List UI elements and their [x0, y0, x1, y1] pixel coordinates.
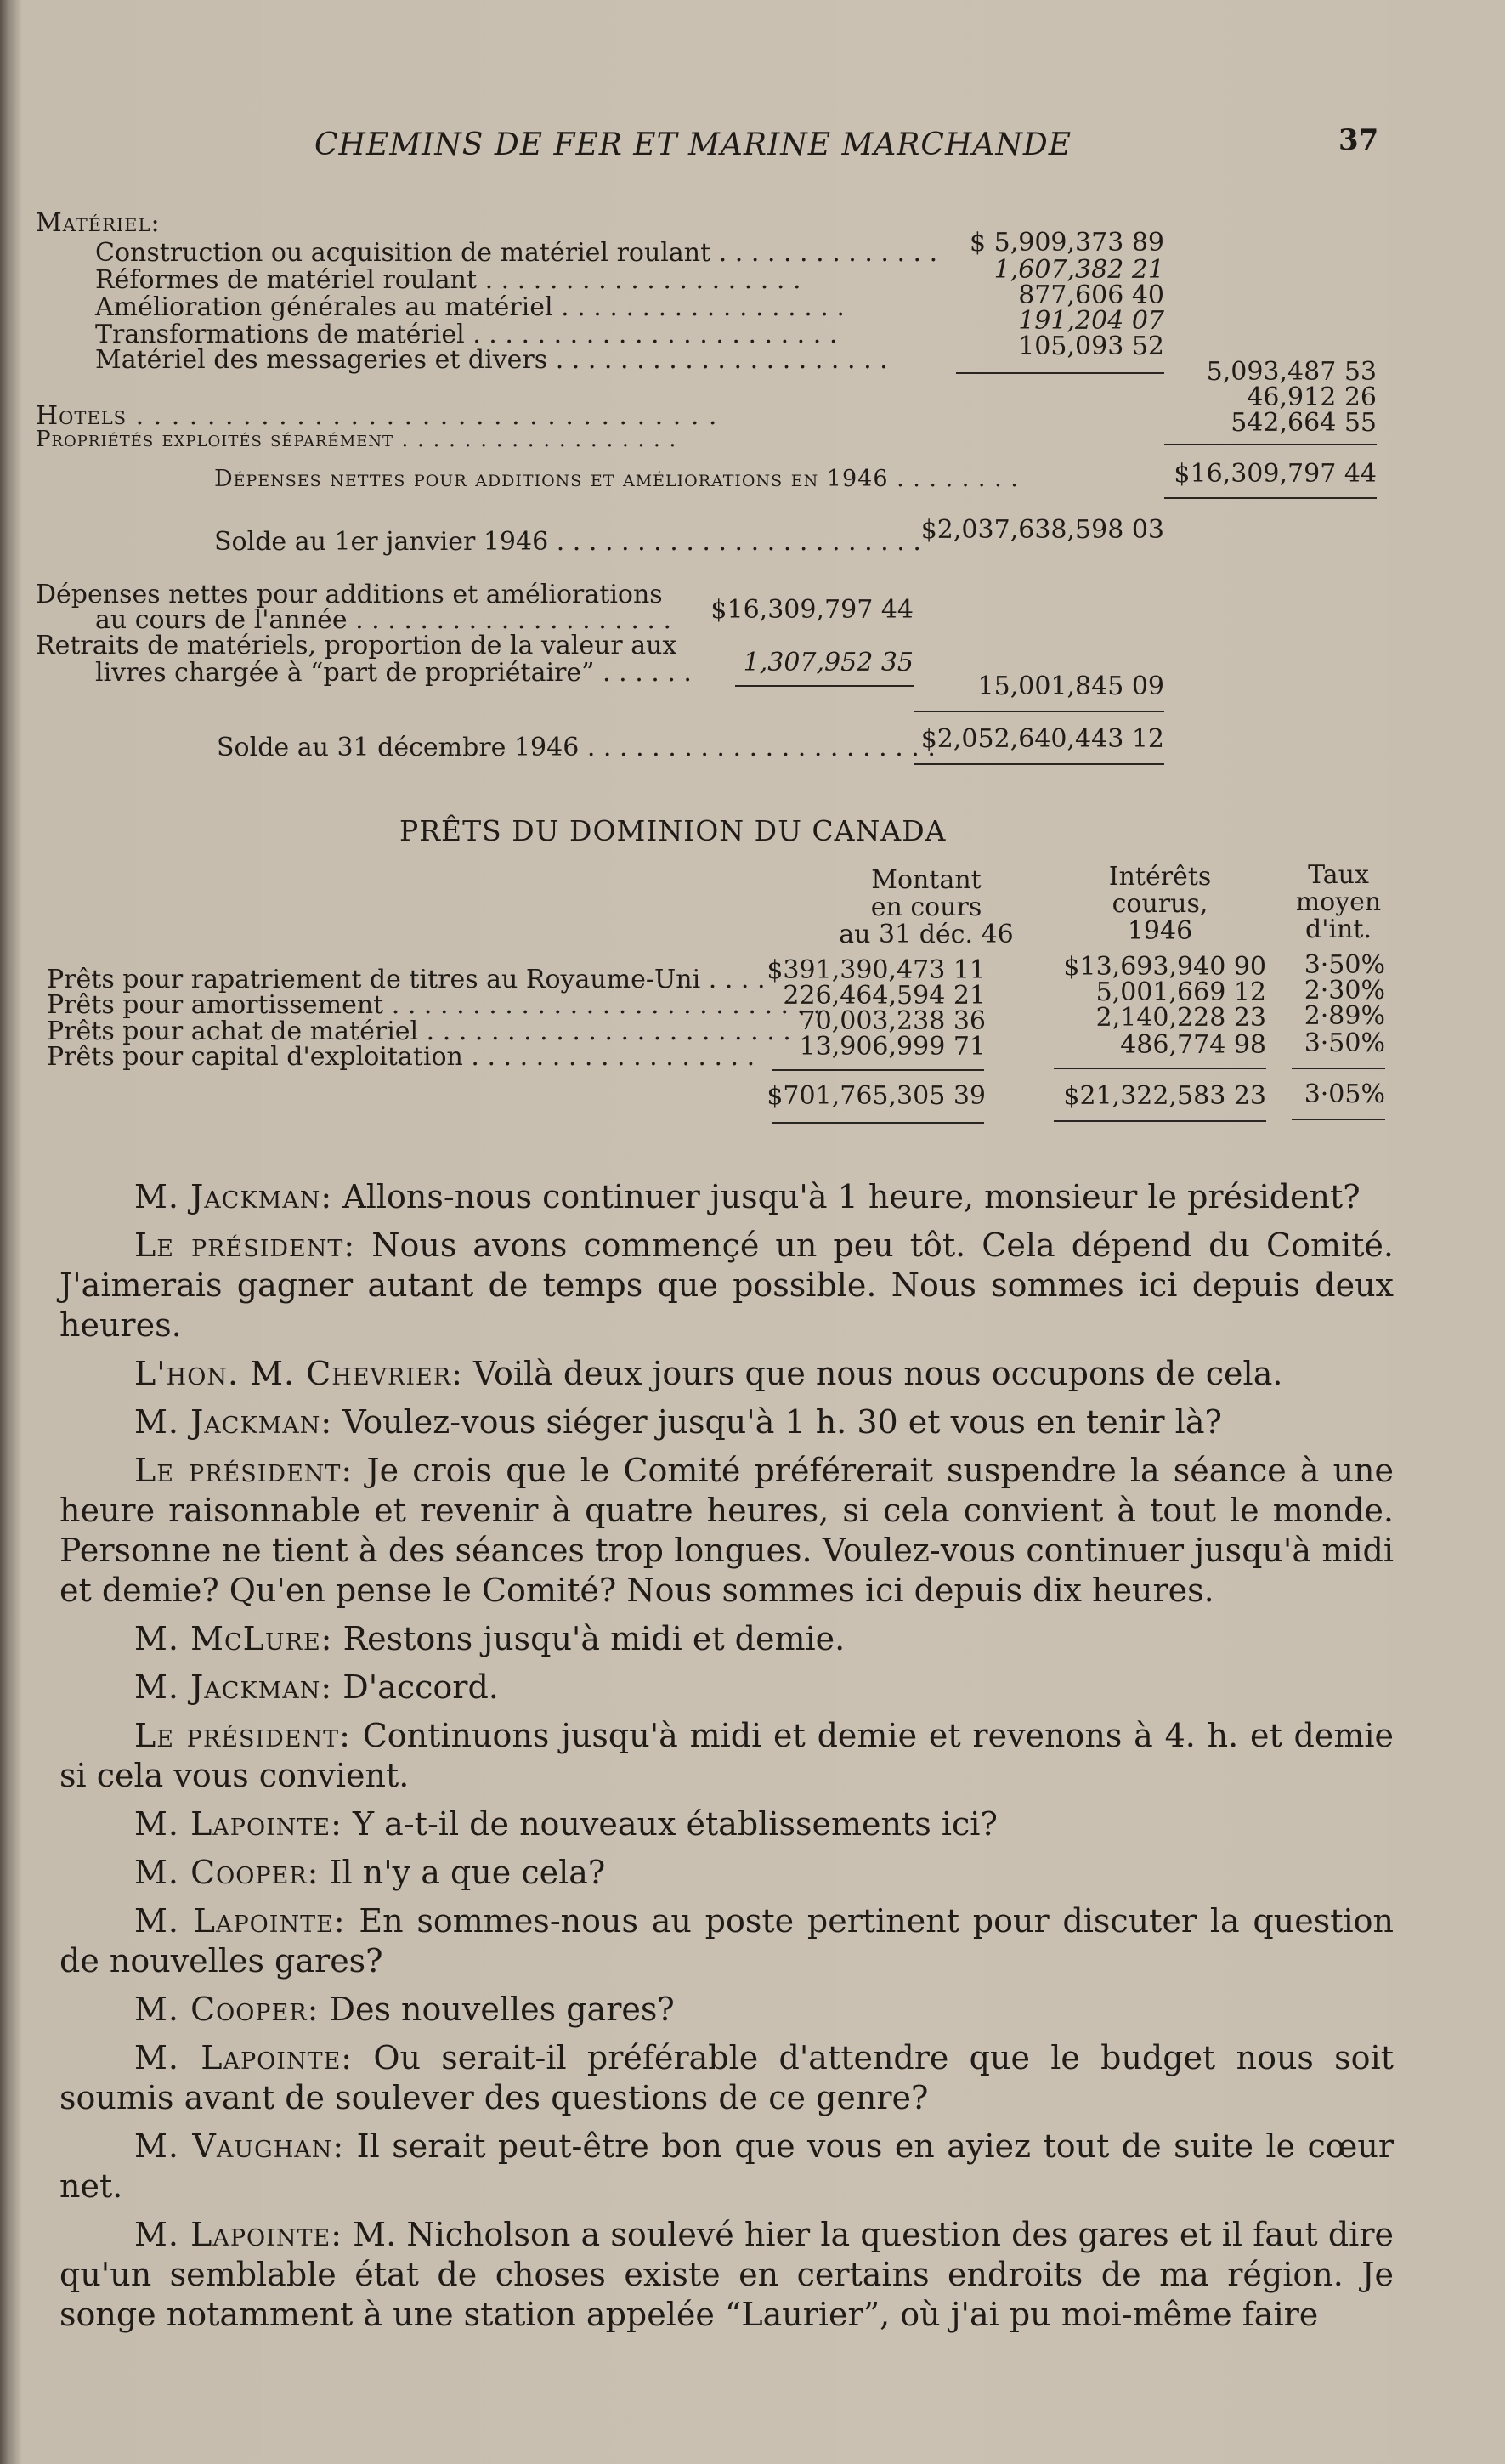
total-interets: $21,322,583 23	[1063, 1081, 1266, 1111]
header-line: Intérêts	[1108, 862, 1212, 892]
speaker: M. Lapointe:	[134, 1805, 342, 1843]
row-value: $ 5,909,373 89	[969, 228, 1164, 258]
row-label: Prêts pour capital d'exploitation	[47, 1042, 463, 1072]
speaker: M. Jackman:	[134, 1668, 333, 1706]
prets-title: PRÊTS DU DOMINION DU CANADA	[399, 814, 947, 847]
rule	[1164, 444, 1377, 445]
rule	[914, 763, 1164, 765]
speaker: M. Cooper:	[134, 1991, 320, 2028]
row-value: 191,204 07	[1018, 306, 1164, 336]
dialogue-paragraph	[59, 1226, 1394, 1345]
total-taux: 3·05%	[1304, 1079, 1385, 1109]
hotels-text: Hotels	[36, 401, 127, 431]
speech: Des nouvelles gares?	[329, 1991, 675, 2028]
dialogue-paragraph	[59, 2215, 1394, 2335]
rule	[1292, 1119, 1385, 1120]
depenses-annee-value: $16,309,797 44	[710, 595, 914, 625]
speech: Allons-nous continuer jusqu'à 1 heure, monsieur le président?	[342, 1178, 1361, 1215]
row-interets: 486,774 98	[1120, 1030, 1266, 1060]
row-interets: 2,140,228 23	[1095, 1003, 1266, 1033]
speech: En sommes-nous au poste pertinent pour discuter la question de nouvelles gares?	[59, 1902, 1394, 1980]
speech: D'accord.	[342, 1668, 499, 1706]
speaker: Le président:	[134, 1717, 351, 1754]
row-taux: 3·50%	[1304, 950, 1385, 980]
net-value: 15,001,845 09	[977, 671, 1164, 701]
rule	[1054, 1068, 1266, 1069]
speaker: M. McLure:	[134, 1620, 333, 1657]
retraits-label2: livres chargée à “part de propriétaire” . . . . . .	[95, 658, 692, 688]
row-taux: 2·30%	[1304, 976, 1385, 1005]
col-header-montant	[816, 867, 1037, 949]
row-interets: $13,693,940 90	[1063, 952, 1266, 982]
row-montant: 13,906,999 71	[799, 1032, 986, 1062]
depenses-nettes-label: Dépenses nettes pour additions et améliorations en 1946 . . . . . . . .	[214, 466, 1019, 492]
speaker: Le président:	[134, 1226, 356, 1264]
retraits-text: livres chargée à “part de propriétaire”	[95, 658, 595, 688]
speaker: M. Lapointe:	[134, 1902, 346, 1940]
solde-decembre-text: Solde au 31 décembre 1946	[217, 733, 580, 762]
row-montant: 70,003,238 36	[799, 1006, 986, 1036]
depenses-nettes-value: $16,309,797 44	[1174, 459, 1377, 489]
speech: Il serait peut-être bon que vous en ayiez tout de suite le cœur net.	[59, 2127, 1394, 2205]
solde-decembre-label: Solde au 31 décembre 1946 . . . . . . . . . . . . . . . . . . . . . .	[217, 733, 936, 762]
solde-janvier-label: Solde au 1er janvier 1946 . . . . . . . . . . . . . . . . . . . . . . .	[214, 527, 921, 557]
speaker: M. Lapointe:	[134, 2039, 354, 2076]
proprietes-label: Propriétés exploités séparément . . . . . . . . . . . . . . . . . .	[36, 427, 677, 452]
header-line: Taux	[1308, 860, 1369, 890]
row-label: Amélioration générales au matériel	[95, 292, 553, 322]
materiel-row: Réformes de matériel roulant . . . . . . . . . . . . . . . . . . . .	[95, 265, 801, 295]
dialogue-paragraph	[59, 1177, 1394, 1217]
speech: Nous avons commençé un peu tôt. Cela dépend du Comité. J'aimerais gagner autant de temps que possible. Nous sommes ici depuis deux heures.	[59, 1226, 1394, 1344]
dialogue-paragraph	[59, 1668, 1394, 1708]
dialogue-paragraph	[59, 1853, 1394, 1893]
speech: Restons jusqu'à midi et demie.	[342, 1620, 846, 1657]
rule	[1164, 497, 1377, 499]
row-interets: 5,001,669 12	[1095, 977, 1266, 1007]
proprietes-value: 542,664 55	[1231, 408, 1377, 438]
solde-janvier-text: Solde au 1er janvier 1946	[214, 527, 549, 557]
retraits-label1: Retraits de matériels, proportion de la valeur aux	[36, 631, 677, 660]
depenses-nettes-text: Dépenses nettes pour additions et améliorations en 1946	[214, 466, 889, 492]
rule	[956, 372, 1164, 374]
row-taux: 3·50%	[1304, 1028, 1385, 1058]
speaker: M. Vaughan:	[134, 2127, 345, 2165]
total-montant: $701,765,305 39	[767, 1081, 986, 1111]
dialogue-paragraph	[59, 1716, 1394, 1796]
speech: Voilà deux jours que nous nous occupons de cela.	[472, 1355, 1283, 1392]
speaker: M. Lapointe:	[134, 2216, 342, 2253]
dialogue-paragraph	[59, 1901, 1394, 1981]
row-montant: $391,390,473 11	[767, 955, 986, 985]
row-label: Prêts pour amortissement	[47, 990, 384, 1020]
rule	[772, 1069, 984, 1071]
rule	[772, 1122, 984, 1124]
row-label: Prêts pour rapatriement de titres au Royaume-Uni	[47, 965, 701, 994]
row-label: Transformations de matériel	[95, 320, 465, 349]
speaker: L'hon. M. Chevrier:	[134, 1355, 463, 1392]
row-label: Construction ou acquisition de matériel roulant	[95, 238, 711, 268]
dialogue-paragraph	[59, 2038, 1394, 2118]
header-line: 1946	[1127, 916, 1193, 946]
speaker: Le président:	[134, 1452, 354, 1489]
dialogue-paragraph	[59, 1990, 1394, 2030]
speech: Y a-t-il de nouveaux établissements ici?	[353, 1805, 998, 1843]
header-line: courus,	[1112, 889, 1208, 919]
materiel-row: Matériel des messageries et divers . . . . . . . . . . . . . . . . . . . . .	[95, 345, 888, 375]
row-label: Prêts pour achat de matériel	[47, 1017, 419, 1046]
depenses-annee-label1: Dépenses nettes pour additions et améliorations	[36, 580, 663, 609]
speech: Continuons jusqu'à midi et demie et revenons à 4. h. et demie si cela vous convient.	[59, 1717, 1394, 1794]
header-line: au 31 déc. 46	[839, 920, 1014, 949]
dialogue	[59, 1177, 1394, 2343]
row-montant: 226,464,594 21	[783, 981, 986, 1011]
rule	[914, 711, 1164, 712]
row-value: 1,607,382 21	[993, 255, 1164, 285]
rule	[1054, 1120, 1266, 1122]
table-row: Prêts pour rapatriement de titres au Royaume-Uni . . . .	[47, 965, 766, 994]
rule	[1292, 1068, 1385, 1069]
header-line: d'int.	[1305, 915, 1372, 944]
dialogue-paragraph	[59, 1451, 1394, 1611]
table-row: Prêts pour achat de matériel . . . . . . . . . . . . . . . . . . . . . . .	[47, 1017, 791, 1046]
header-line: moyen	[1295, 887, 1382, 917]
col-header-taux	[1279, 862, 1398, 943]
speaker: M. Jackman:	[134, 1403, 333, 1441]
row-taux: 2·89%	[1304, 1001, 1385, 1031]
materiel-heading: Matériel:	[36, 208, 161, 238]
dialogue-paragraph	[59, 1354, 1394, 1394]
dialogue-paragraph	[59, 1619, 1394, 1659]
retraits-value: 1,307,952 35	[743, 648, 914, 677]
row-value: 877,606 40	[1018, 280, 1164, 310]
table-row: Prêts pour capital d'exploitation . . . . . . . . . . . . . . . . . .	[47, 1042, 755, 1072]
dialogue-paragraph	[59, 2127, 1394, 2206]
row-label: Matériel des messageries et divers	[95, 345, 548, 375]
rule	[735, 685, 914, 687]
speaker: M. Cooper:	[134, 1854, 320, 1891]
speech: Ou serait-il préférable d'attendre que le budget nous soit soumis avant de soulever des questions de ce genre?	[59, 2039, 1394, 2116]
speech: Voulez-vous siéger jusqu'à 1 h. 30 et vous en tenir là?	[342, 1403, 1222, 1441]
page-number: 37	[1338, 123, 1379, 157]
materiel-subtotal: 5,093,487 53	[1206, 357, 1377, 387]
depenses-annee-text: au cours de l'année	[95, 605, 348, 635]
solde-janvier-value: $2,037,638,598 03	[920, 515, 1164, 545]
materiel-row: Construction ou acquisition de matériel roulant . . . . . . . . . . . . . .	[95, 238, 938, 268]
col-header-interets	[1054, 864, 1266, 945]
materiel-row: Amélioration générales au matériel . . . . . . . . . . . . . . . . . .	[95, 292, 845, 322]
running-header: CHEMINS DE FER ET MARINE MARCHANDE	[314, 127, 1072, 162]
row-label: Réformes de matériel roulant	[95, 265, 478, 295]
solde-decembre-value: $2,052,640,443 12	[920, 724, 1164, 754]
header-line: Montant	[871, 865, 982, 895]
hotels-label: Hotels . . . . . . . . . . . . . . . . . . . . . . . . . . . . . . . . .	[36, 401, 718, 431]
speech: Je crois que le Comité préférerait suspendre la séance à une heure raisonnable et revenir à quatre heures, si cela convient à tout le monde. Personne ne tient à des séances trop longues. Voulez-vous continuer jusqu'à midi et demie? Qu'en pense le Comité? Nous sommes ici depuis dix heures.	[59, 1452, 1395, 1609]
depenses-annee-label2: au cours de l'année . . . . . . . . . . . . . . . . . . . .	[95, 605, 672, 635]
speech: M. Nicholson a soulevé hier la question des gares et il faut dire qu'un semblable état de choses existe en certains endroits de ma région. Je songe notamment à une station appelée “Laurier”, où j'ai pu moi-même faire	[59, 2216, 1394, 2333]
dialogue-paragraph	[59, 1804, 1394, 1844]
hotels-value: 46,912 26	[1247, 382, 1377, 412]
dialogue-paragraph	[59, 1402, 1394, 1442]
materiel-row: Transformations de matériel . . . . . . . . . . . . . . . . . . . . . . .	[95, 320, 838, 349]
table-row: Prêts pour amortissement . . . . . . . . . . . . . . . . . . . . . . . . . . .	[47, 990, 822, 1020]
header-line: en cours	[870, 892, 982, 922]
speech: Il n'y a que cela?	[329, 1854, 606, 1891]
row-value: 105,093 52	[1018, 331, 1164, 361]
speaker: M. Jackman:	[134, 1178, 333, 1215]
proprietes-text: Propriétés exploités séparément	[36, 427, 394, 452]
